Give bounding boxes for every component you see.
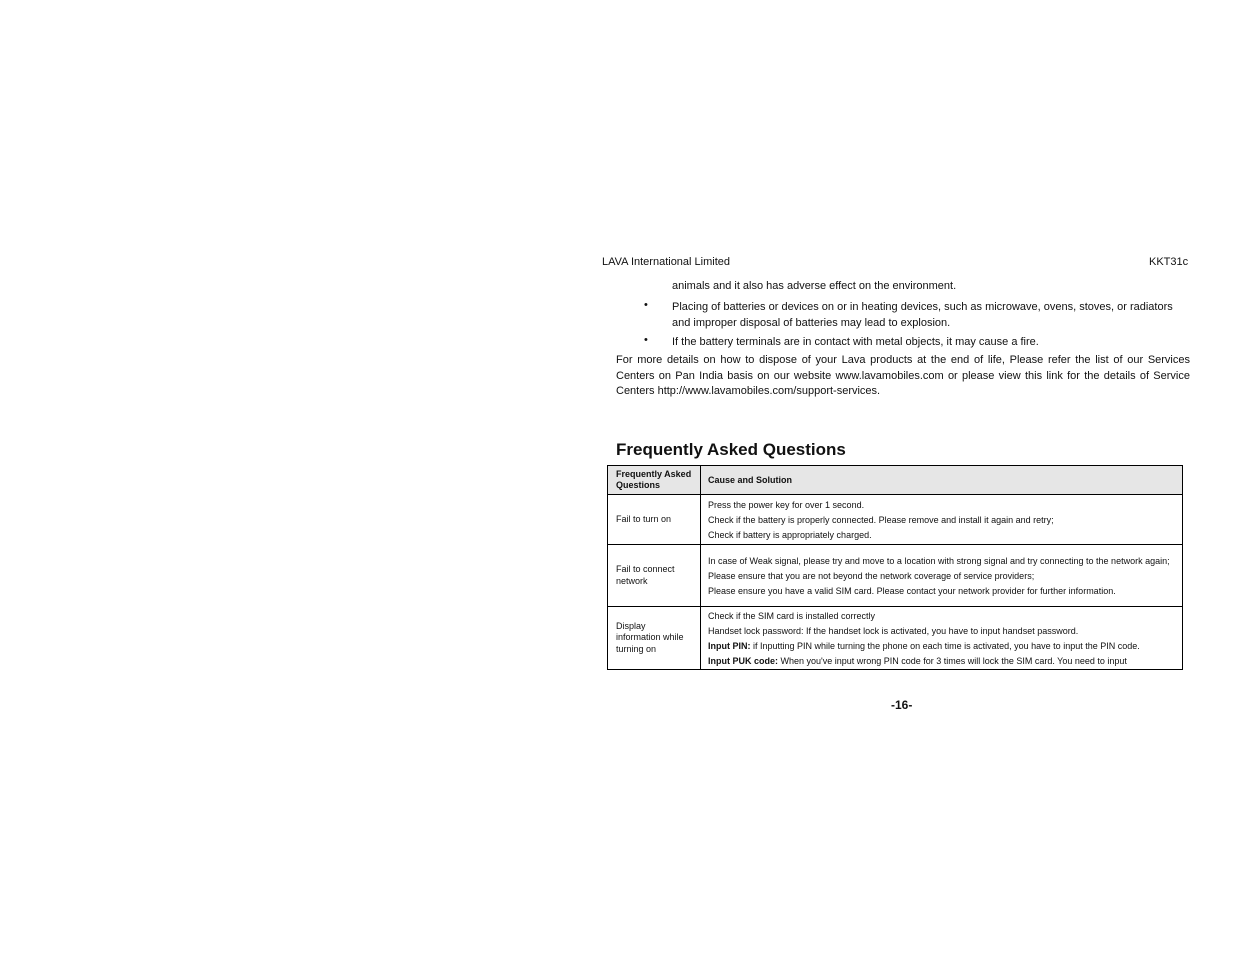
header-model: KKT31c	[1149, 256, 1189, 268]
solution-line	[708, 530, 1175, 541]
column-header-question: Frequently Asked Questions	[608, 466, 701, 495]
solution-line	[708, 500, 1175, 511]
solution-line-bold: Input PUK code:	[708, 656, 778, 666]
page-number: -16-	[891, 698, 913, 712]
table-row	[608, 607, 1183, 670]
solution-line-text: Please ensure that you are not beyond the network coverage of service providers;	[708, 571, 1035, 581]
table-row	[608, 545, 1183, 607]
solution-line-text: Check if battery is appropriately charged.	[708, 530, 872, 540]
solution-line	[708, 571, 1175, 582]
header-company: LAVA International Limited	[602, 256, 731, 268]
solution-line	[708, 656, 1175, 667]
bullet-text: Placing of batteries or devices on or in heating devices, such as microwave, ovens, stoves, or radiators and improper disposal of batteries may lead to explosion.	[672, 301, 1173, 329]
solution-line	[708, 641, 1175, 652]
solution-line	[708, 611, 1175, 622]
solution-line-text: In case of Weak signal, please try and move to a location with strong signal and try connecting to the network again;	[708, 556, 1170, 566]
solution-line-text: Please ensure you have a valid SIM card. Please contact your network provider for further information.	[708, 586, 1116, 596]
bullet-text: If the battery terminals are in contact with metal objects, it may cause a fire.	[672, 336, 1039, 348]
bullet-icon: •	[644, 299, 648, 311]
solution-line	[708, 515, 1175, 526]
table-header-row	[608, 466, 1183, 495]
solution-line	[708, 626, 1175, 637]
solution-line-text: Check if the SIM card is installed correctly	[708, 611, 876, 621]
section-heading: Frequently Asked Questions	[616, 440, 846, 459]
solution-line-text: Press the power key for over 1 second.	[708, 500, 865, 510]
solution-cell	[701, 495, 1183, 545]
solution-line-text: When you've input wrong PIN code for 3 times will lock the SIM card. You need to input	[778, 656, 1127, 666]
disposal-paragraph: For more details on how to dispose of your Lava products at the end of life, Please refer the list of our Services Centers on Pan India basis on our website www.lavamobiles.com or please view this link for the details of Service Centers http://www.lavamobiles.com/support-services.	[616, 354, 1190, 398]
solution-line	[708, 556, 1175, 567]
question-cell: Fail to connect network	[608, 545, 701, 607]
bullet-icon: •	[644, 334, 648, 346]
solution-line-text: Check if the battery is properly connected. Please remove and install it again and retry;	[708, 515, 1054, 525]
table-row	[608, 495, 1183, 545]
faq-table	[607, 465, 1183, 670]
column-header-solution: Cause and Solution	[701, 466, 1183, 495]
question-cell: Display information while turning on	[608, 607, 701, 670]
question-cell: Fail to turn on	[608, 495, 701, 545]
solution-line-text: if Inputting PIN while turning the phone on each time is activated, you have to input the PIN code.	[750, 641, 1140, 651]
continued-text: animals and it also has adverse effect on the environment.	[672, 280, 957, 292]
solution-line-bold: Input PIN:	[708, 641, 751, 651]
solution-cell	[701, 545, 1183, 607]
solution-line	[708, 586, 1175, 597]
solution-cell	[701, 607, 1183, 670]
solution-line-text: Handset lock password: If the handset lock is activated, you have to input handset password.	[708, 626, 1079, 636]
